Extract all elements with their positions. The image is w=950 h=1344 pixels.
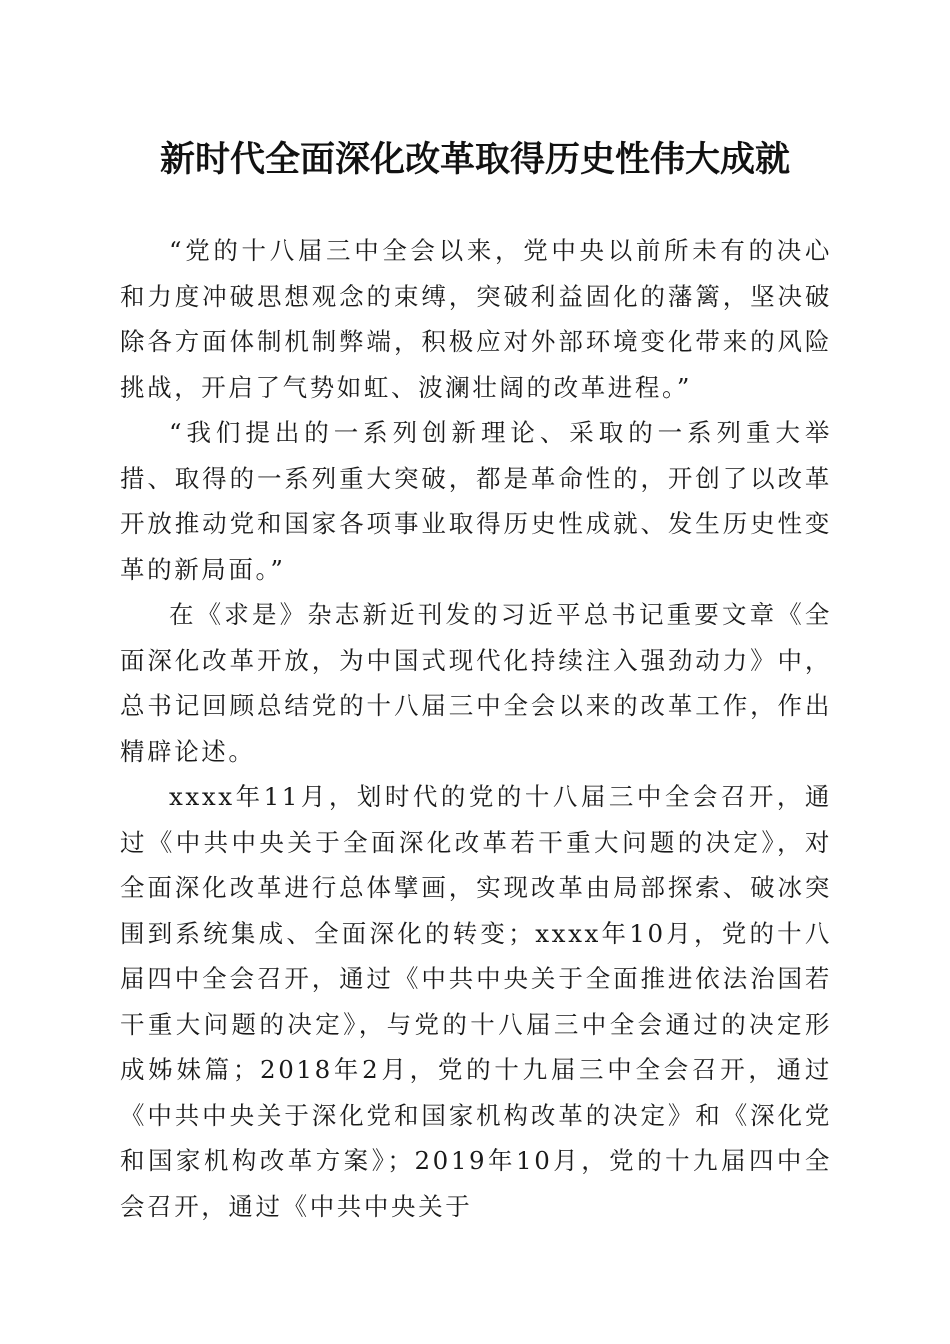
paragraph-2: “我们提出的一系列创新理论、采取的一系列重大举措、取得的一系列重大突破，都是革命性的，开创了以改革开放推动党和国家各项事业取得历史性成就、发生历史性变革的新局面。” bbox=[120, 418, 832, 584]
document-title: 新时代全面深化改革取得历史性伟大成就 bbox=[159, 139, 790, 180]
paragraph-1: “党的十八届三中全会以来，党中央以前所未有的决心和力度冲破思想观念的束缚，突破利益固化的藩篱，坚决破除各方面体制机制弊端，积极应对外部环境变化带来的风险挑战，开启了气势如虹、波澜壮阔的改革进程。” bbox=[120, 236, 832, 402]
paragraph-4: xxxx年11月，划时代的党的十八届三中全会召开，通过《中共中央关于全面深化改革若干重大问题的决定》，对全面深化改革进行总体擘画，实现改革由局部探索、破冰突围到系统集成、全面深化的转变；xxxx年10月，党的十八届四中全会召开，通过《中共中央关于全面推进依法治国若干重大问题的决定》，与党的十八届三中全会通过的决定形成姊妹篇；2018年2月，党的十九届三中全会召开，通过《中共中央关于深化党和国家机构改革的决定》和《深化党和国家机构改革方案》；2019年10月，党的十九届四中全会召开，通过《中共中央关于 bbox=[120, 782, 832, 1221]
document-body bbox=[120, 228, 832, 1229]
paragraph-3: 在《求是》杂志新近刊发的习近平总书记重要文章《全面深化改革开放，为中国式现代化持续注入强劲动力》中，总书记回顾总结党的十八届三中全会以来的改革工作，作出精辟论述。 bbox=[120, 600, 832, 766]
